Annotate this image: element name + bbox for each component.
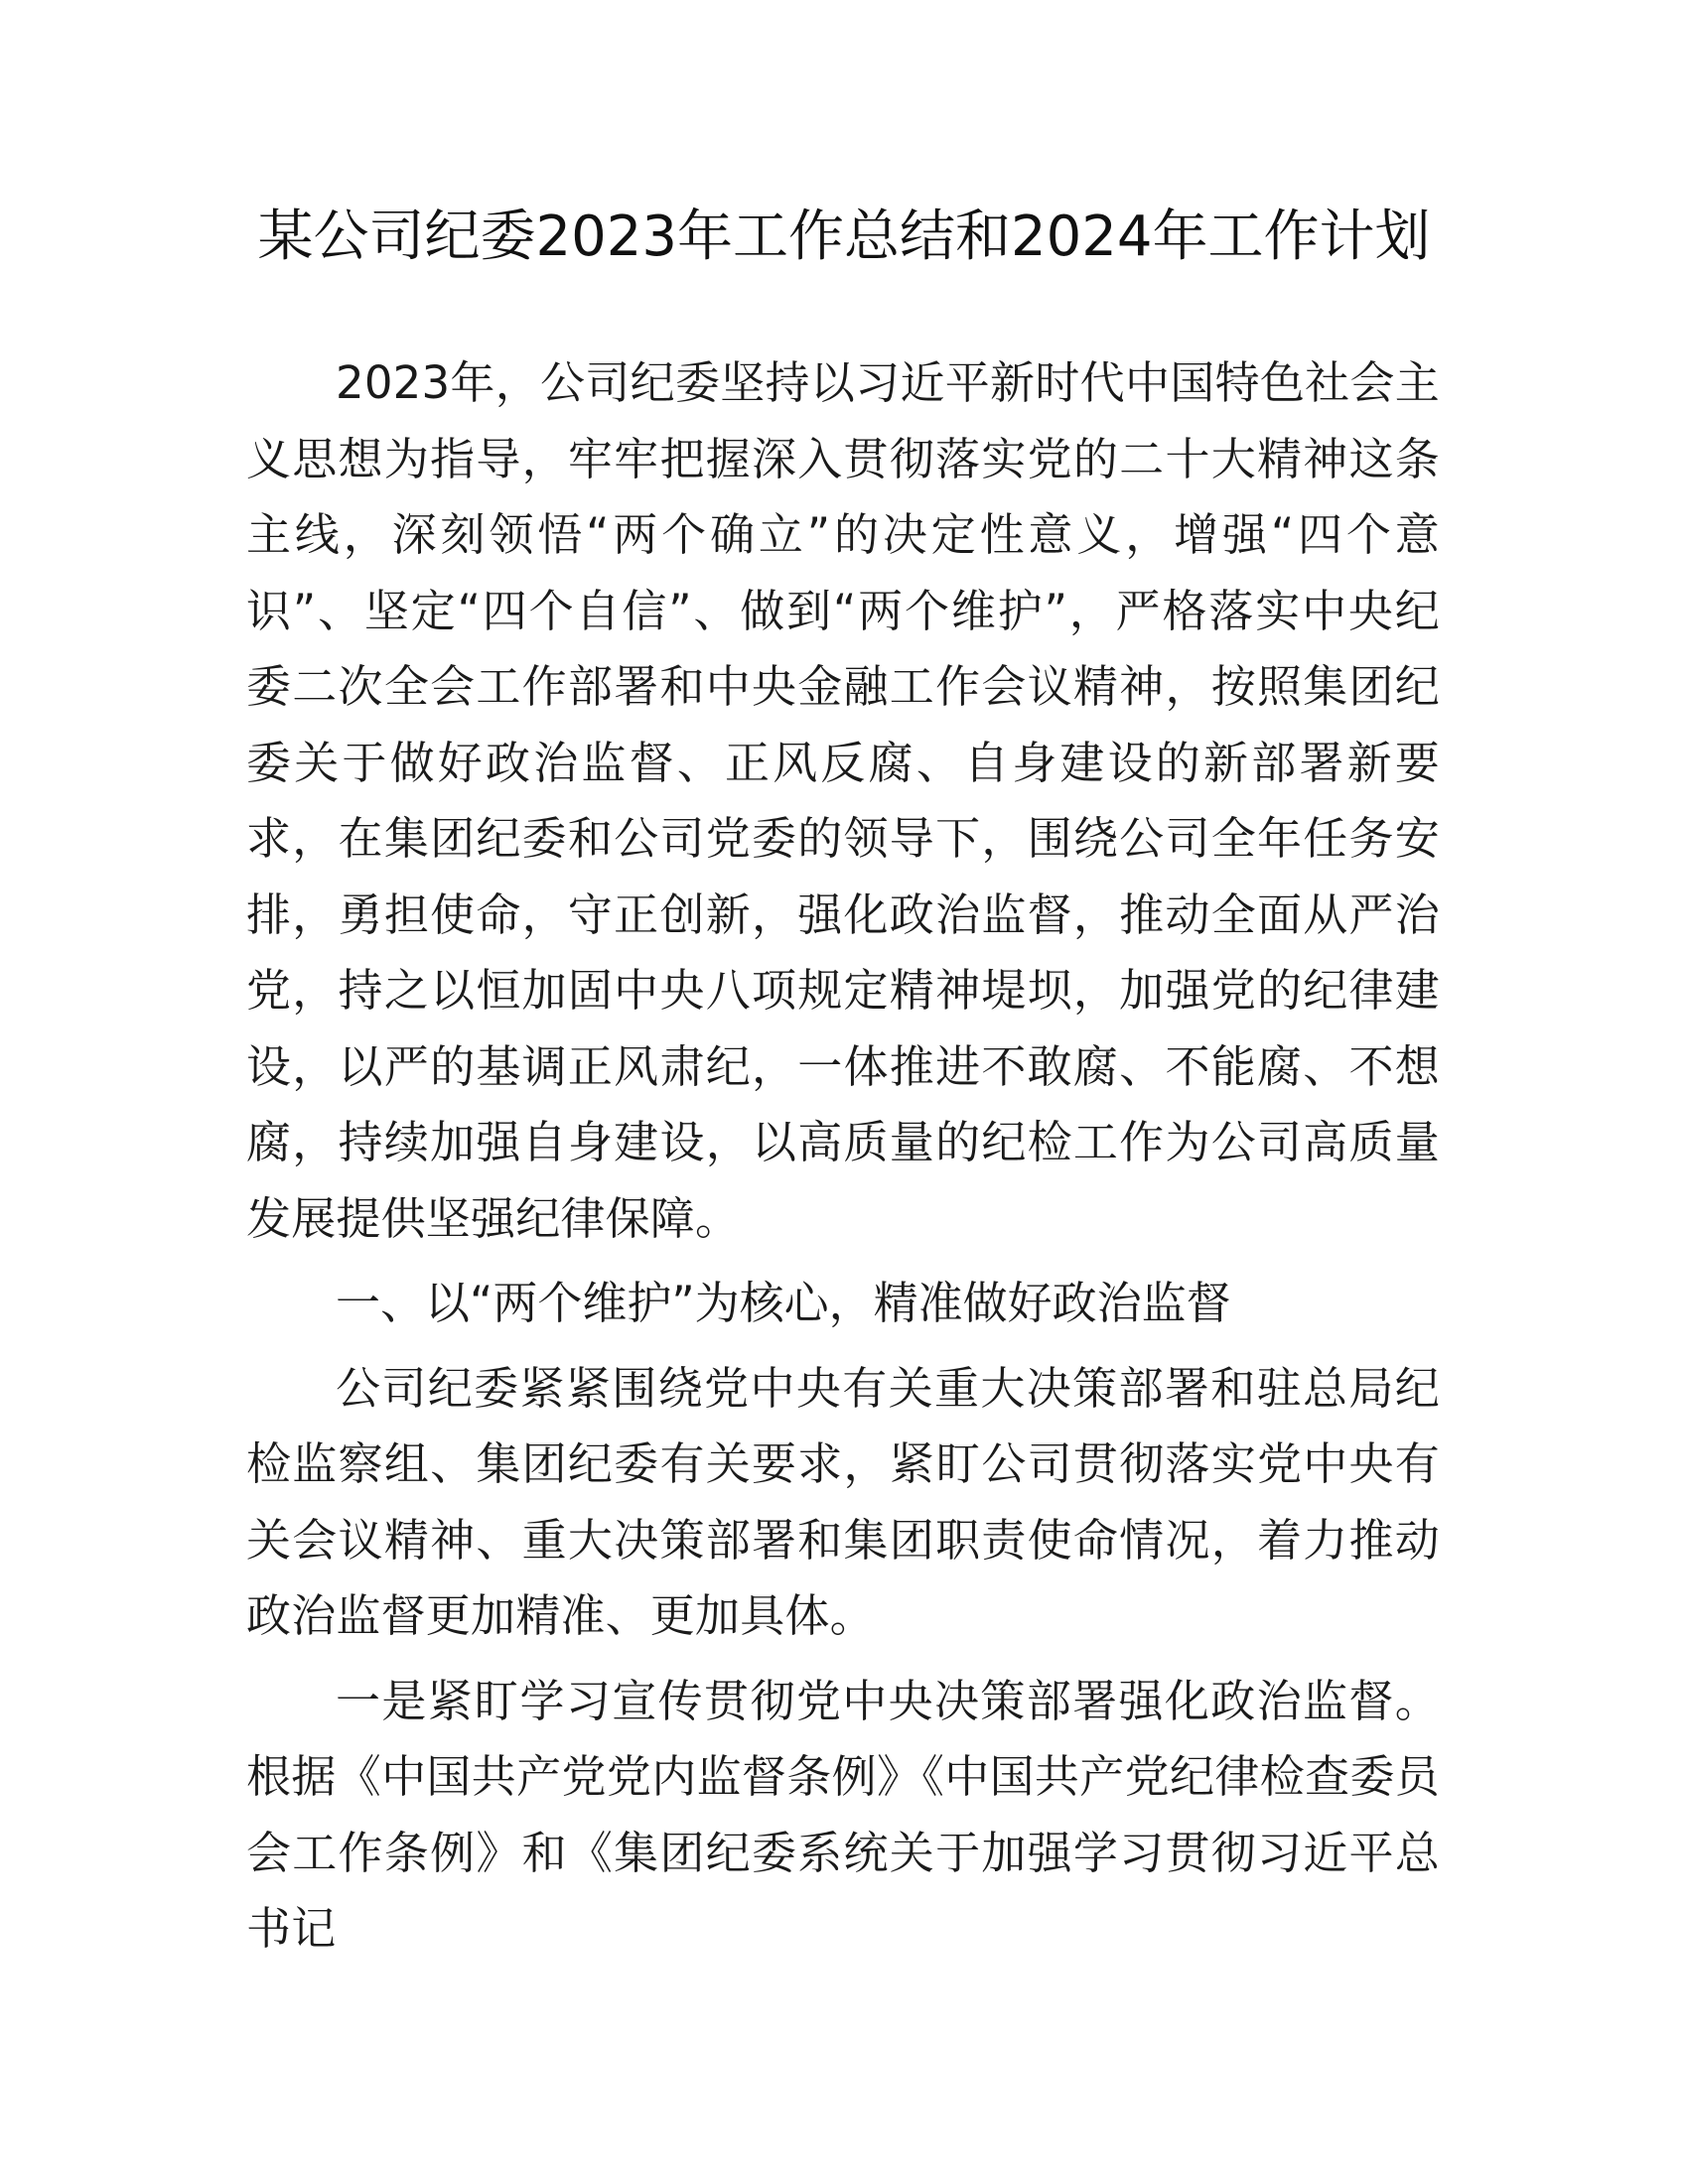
document-body [246, 345, 1440, 1977]
document-title: 某公司纪委2023年工作总结和2024年工作计划 [257, 205, 1431, 269]
section-heading: 一、以“两个维护”为核心，精准做好政治监督 [336, 1277, 1231, 1329]
intro-paragraph: 2023年，公司纪委坚持以习近平新时代中国特色社会主义思想为指导，牢牢把握深入贯彻落实党的二十大精神这条主线，深刻领悟“两个确立”的决定性意义，增强“四个意识”、坚定“四个自信”、做到“两个维护”，严格落实中央纪委二次全会工作部署和中央金融工作会议精神，按照集团纪委关于做好政治监督、正风反腐、自身建设的新部署新要求，在集团纪委和公司党委的领导下，围绕公司全年任务安排，勇担使命，守正创新，强化政治监督，推动全面从严治党，持之以恒加固中央八项规定精神堤坝，加强党的纪律建设，以严的基调正风肃纪，一体推进不敢腐、不能腐、不想腐，持续加强自身建设，以高质量的纪检工作为公司高质量发展提供坚强纪律保障。 [246, 356, 1440, 1245]
section-paragraph: 公司纪委紧紧围绕党中央有关重大决策部署和驻总局纪检监察组、集团纪委有关要求，紧盯公司贯彻落实党中央有关会议精神、重大决策部署和集团职责使命情况，着力推动政治监督更加精准、更加具体。 [246, 1361, 1440, 1642]
section-paragraph: 一是紧盯学习宣传贯彻党中央决策部署强化政治监督。根据《中国共产党党内监督条例》《中国共产党纪律检查委员会工作条例》和《集团纪委系统关于加强学习贯彻习近平总书记 [246, 1674, 1440, 1955]
